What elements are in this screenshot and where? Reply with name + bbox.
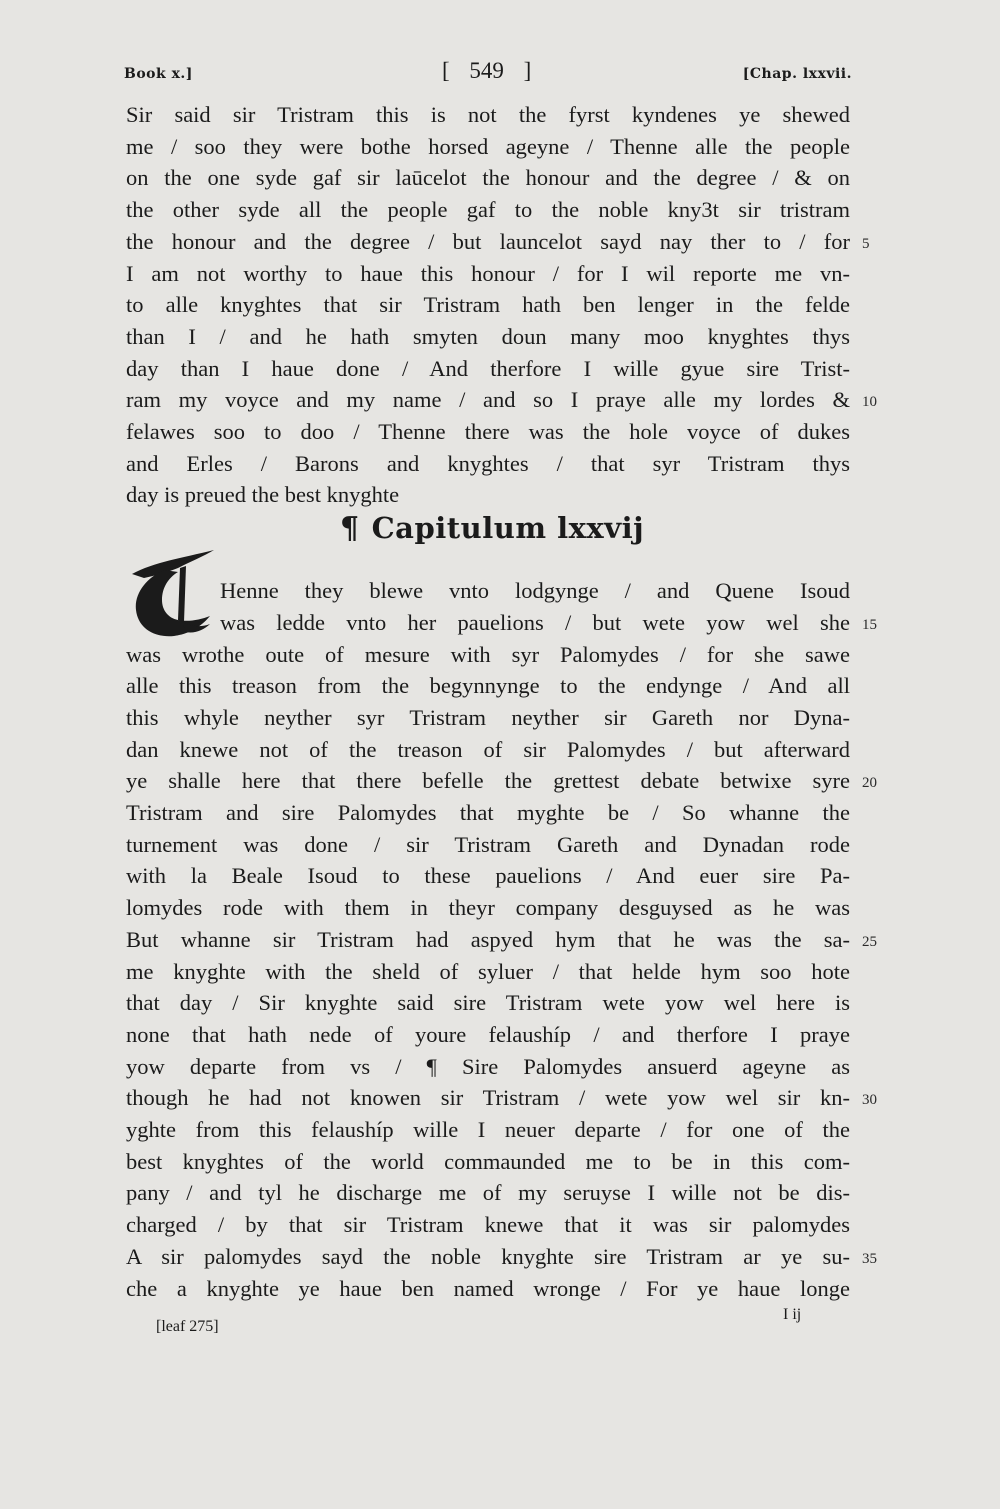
text-line: yow departe from vs / ¶ Sire Palomydes ansuerd ageyne as <box>126 1053 850 1079</box>
line-number: 15 <box>862 616 877 633</box>
line-number: 5 <box>862 235 870 252</box>
text-line: with la Beale Isoud to these pauelions / And euer sire Pa- <box>126 863 850 889</box>
text-line: A sir palomydes sayd the noble knyghte sire Tristram ar ye su- <box>126 1243 850 1269</box>
text-line: turnement was done / sir Tristram Gareth and Dynadan rode <box>126 831 850 857</box>
text-line: and Erles / Barons and knyghtes / that syr Tristram thys <box>126 450 850 476</box>
text-line: alle this treason from the begynnynge to the endynge / And all <box>126 673 850 699</box>
text-line: than I / and he hath smyten doun many moo knyghtes thys <box>126 323 850 349</box>
text-line: was ledde vnto her pauelions / but wete yow wel she <box>220 609 850 635</box>
text-line: felawes soo to doo / Thenne there was the hole voyce of dukes <box>126 419 850 444</box>
text-line: me / soo they were bothe horsed ageyne / Thenne alle the people <box>126 133 850 159</box>
gothic-initial-t-icon <box>124 548 220 644</box>
text-line: this whyle neyther syr Tristram neyther sir Gareth nor Dyna- <box>126 704 850 730</box>
book-label: Book x.] <box>124 66 193 82</box>
chapter-label: [Chap. lxxvii. <box>742 66 852 82</box>
line-number: 30 <box>862 1092 877 1109</box>
text-line: I am not worthy to haue this honour / for I wil reporte me vn- <box>126 260 850 286</box>
text-line: on the one syde gaf sir laūcelot the honour and the degree / & on <box>126 165 850 191</box>
text-line: Tristram and sire Palomydes that myghte be / So whanne the <box>126 800 850 825</box>
text-line: Henne they blewe vnto lodgynge / and Quene Isoud <box>220 578 850 604</box>
text-line: none that hath nede of youre felaushíp / and therfore I praye <box>126 1021 850 1047</box>
gathering-signature: I ij <box>783 1306 802 1323</box>
text-line: day than I haue done / And therfore I wille gyue sire Trist- <box>126 355 850 381</box>
text-line: that day / Sir knyghte said sire Tristram wete yow wel here is <box>126 990 850 1016</box>
leaf-signature: [leaf 275] <box>156 1318 219 1335</box>
text-line: me knyghte with the sheld of syluer / that helde hym soo hote <box>126 958 850 984</box>
text-line: though he had not knowen sir Tristram / wete yow wel sir kn- <box>126 1085 850 1111</box>
running-head <box>124 58 852 90</box>
line-number: 20 <box>862 775 877 792</box>
text-line: But whanne sir Tristram had aspyed hym that he was the sa- <box>126 926 850 952</box>
line-number: 35 <box>862 1250 877 1267</box>
line-number: 25 <box>862 933 877 950</box>
text-line: was wrothe oute of mesure with syr Palomydes / for she sawe <box>126 641 850 667</box>
text-line: to alle knyghtes that sir Tristram hath ben lenger in the felde <box>126 292 850 318</box>
text-line: the honour and the degree / but launcelot sayd nay ther to / for <box>126 228 850 254</box>
text-line: charged / by that sir Tristram knewe that it was sir palomydes <box>126 1212 850 1238</box>
page-number: [ 549 ] <box>442 58 532 83</box>
text-line: ram my voyce and my name / and so I praye alle my lordes & <box>126 387 850 413</box>
text-line: lomydes rode with them in theyr company desguysed as he was <box>126 895 850 921</box>
text-line: dan knewe not of the treason of sir Palomydes / but afterward <box>126 736 850 762</box>
text-line: yghte from this felaushíp wille I neuer departe / for one of the <box>126 1117 850 1142</box>
chapter-title: Capitulum lxxvij <box>371 511 645 545</box>
text-line: Sir said sir Tristram this is not the fyrst kyndenes ye shewed <box>126 102 850 127</box>
text-line: pany / and tyl he discharge me of my seruyse I wille not be dis- <box>126 1180 850 1206</box>
pilcrow-icon: ¶ <box>340 511 360 546</box>
text-line: che a knyghte ye haue ben named wronge / For ye haue longe <box>126 1275 850 1301</box>
text-line: ye shalle here that there befelle the grettest debate betwixe syre <box>126 768 850 794</box>
line-number: 10 <box>862 394 877 411</box>
chapter-heading <box>340 508 660 548</box>
text-line: day is preued the best knyghte <box>126 482 400 508</box>
text-line: the other syde all the people gaf to the noble kny3t sir tristram <box>126 197 850 223</box>
text-line: best knyghtes of the world commaunded me to be in this com- <box>126 1148 850 1174</box>
